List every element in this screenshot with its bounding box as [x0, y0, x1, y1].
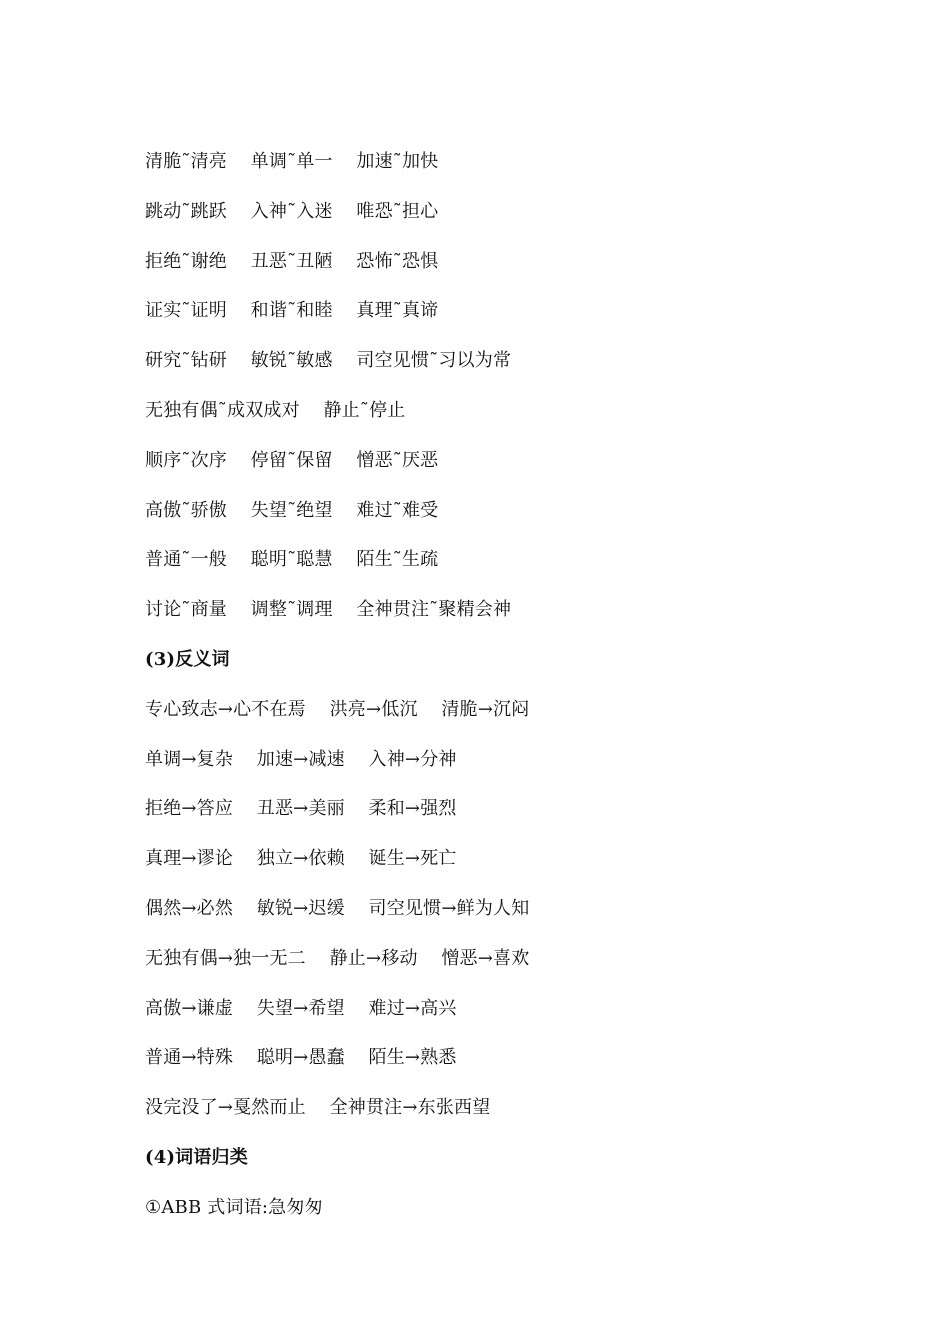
antonym-line: 拒绝→答应 丑恶→美丽 柔和→强烈 — [145, 798, 457, 820]
synonym-line: 证实˜证明 和谐˜和睦 真理˜真谛 — [145, 300, 439, 322]
classify-heading: (4)词语归类 — [145, 1146, 248, 1168]
antonym-line: 普通→特殊 聪明→愚蠢 陌生→熟悉 — [145, 1047, 457, 1069]
synonym-line: 讨论˜商量 调整˜调理 全神贯注˜聚精会神 — [145, 599, 512, 621]
classify-line: ①ABB 式词语:急匆匆 — [145, 1196, 323, 1218]
antonym-line: 专心致志→心不在焉 洪亮→低沉 清脆→沉闷 — [145, 698, 530, 720]
synonym-line: 无独有偶˜成双成对 静止˜停止 — [145, 399, 406, 421]
antonym-line: 高傲→谦虚 失望→希望 难过→高兴 — [145, 997, 457, 1019]
antonyms-heading: (3)反义词 — [145, 648, 230, 670]
antonym-line: 单调→复杂 加速→减速 入神→分神 — [145, 748, 457, 770]
antonym-line: 真理→谬论 独立→依赖 诞生→死亡 — [145, 848, 457, 870]
synonym-line: 拒绝˜谢绝 丑恶˜丑陋 恐怖˜恐惧 — [145, 250, 439, 272]
antonym-line: 无独有偶→独一无二 静止→移动 憎恶→喜欢 — [145, 947, 530, 969]
synonym-line: 清脆˜清亮 单调˜单一 加速˜加快 — [145, 151, 439, 172]
synonym-line: 高傲˜骄傲 失望˜绝望 难过˜难受 — [145, 499, 439, 521]
synonym-line: 跳动˜跳跃 入神˜入迷 唯恐˜担心 — [145, 200, 439, 222]
document-content — [145, 142, 905, 1238]
synonym-line: 研究˜钻研 敏锐˜敏感 司空见惯˜习以为常 — [145, 350, 512, 372]
synonym-line: 普通˜一般 聪明˜聪慧 陌生˜生疏 — [145, 549, 439, 571]
antonym-line: 偶然→必然 敏锐→迟缓 司空见惯→鲜为人知 — [145, 897, 530, 919]
synonym-line: 顺序˜次序 停留˜保留 憎恶˜厌恶 — [145, 449, 439, 471]
antonym-line: 没完没了→戛然而止 全神贯注→东张西望 — [145, 1097, 491, 1119]
